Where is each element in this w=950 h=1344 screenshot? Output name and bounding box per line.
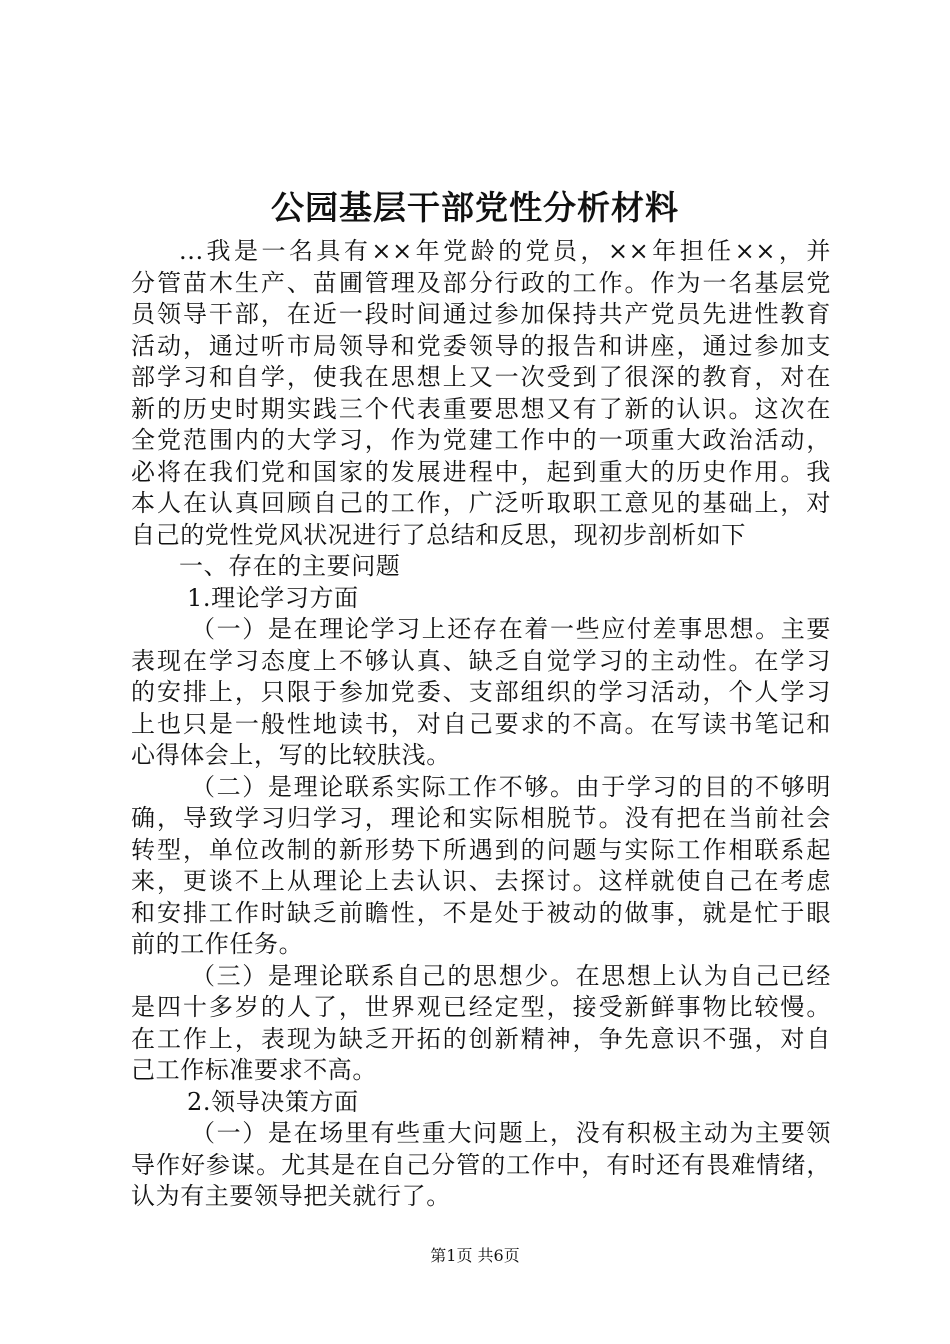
body-line: 新的历史时期实践三个代表重要思想又有了新的认识。这次在: [131, 394, 831, 423]
body-line: 在工作上，表现为缺乏开拓的创新精神，争先意识不强，对自: [131, 1024, 831, 1053]
body-line: 己工作标准要求不高。: [131, 1056, 377, 1084]
body-line: 心得体会上，写的比较肤浅。: [131, 741, 451, 769]
body-line: 来，更谈不上从理论上去认识、去探讨。这样就使自己在考虑: [131, 867, 831, 895]
body-line: 认为有主要领导把关就行了。: [131, 1182, 451, 1210]
body-line: 全党范围内的大学习，作为党建工作中的一项重大政治活动，: [131, 426, 831, 454]
body-line: （一）是在理论学习上还存在着一些应付差事思想。主要: [191, 615, 831, 643]
body-line: 必将在我们党和国家的发展进程中，起到重大的历史作用。我: [131, 457, 831, 486]
body-line: 上也只是一般性地读书，对自己要求的不高。在写读书笔记和: [131, 709, 831, 738]
body-line: 是四十多岁的人了，世界观已经定型，接受新鲜事物比较慢。: [131, 993, 831, 1021]
document-title: 公园基层干部党性分析材料: [271, 188, 679, 227]
document-body: [131, 236, 831, 1213]
body-line: 一、存在的主要问题: [179, 552, 401, 580]
body-line: （三）是理论联系自己的思想少。在思想上认为自己已经: [191, 961, 831, 990]
page-footer: 第1页 共6页: [430, 1246, 520, 1265]
body-line: 确，导致学习归学习，理论和实际相脱节。没有把在当前社会: [131, 804, 831, 832]
body-line: ...我是一名具有××年党龄的党员，××年担任××，并: [179, 237, 831, 265]
body-line: 活动，通过听市局领导和党委领导的报告和讲座，通过参加支: [131, 331, 831, 360]
body-line: 转型，单位改制的新形势下所遇到的问题与实际工作相联系起: [131, 835, 831, 864]
body-line: 的安排上，只限于参加党委、支部组织的学习活动，个人学习: [131, 678, 831, 706]
body-line: 本人在认真回顾自己的工作，广泛听取职工意见的基础上，对: [131, 489, 831, 517]
body-line: 前的工作任务。: [131, 930, 304, 958]
body-line: （一）是在场里有些重大问题上，没有积极主动为主要领: [191, 1119, 831, 1147]
body-line: 2.领导决策方面: [187, 1087, 359, 1116]
body-line: 和安排工作时缺乏前瞻性，不是处于被动的做事，就是忙于眼: [131, 898, 831, 927]
body-line: 分管苗木生产、苗圃管理及部分行政的工作。作为一名基层党: [131, 268, 831, 297]
body-line: 导作好参谋。尤其是在自己分管的工作中，有时还有畏难情绪，: [131, 1150, 831, 1179]
body-line: 1.理论学习方面: [187, 583, 359, 612]
body-line: 表现在学习态度上不够认真、缺乏自觉学习的主动性。在学习: [131, 646, 831, 675]
body-line: （二）是理论联系实际工作不够。由于学习的目的不够明: [191, 772, 831, 801]
body-line: 部学习和自学，使我在思想上又一次受到了很深的教育，对在: [131, 363, 831, 391]
body-line: 员领导干部，在近一段时间通过参加保持共产党员先进性教育: [131, 300, 831, 328]
body-line: 自己的党性党风状况进行了总结和反思，现初步剖析如下: [131, 520, 746, 549]
